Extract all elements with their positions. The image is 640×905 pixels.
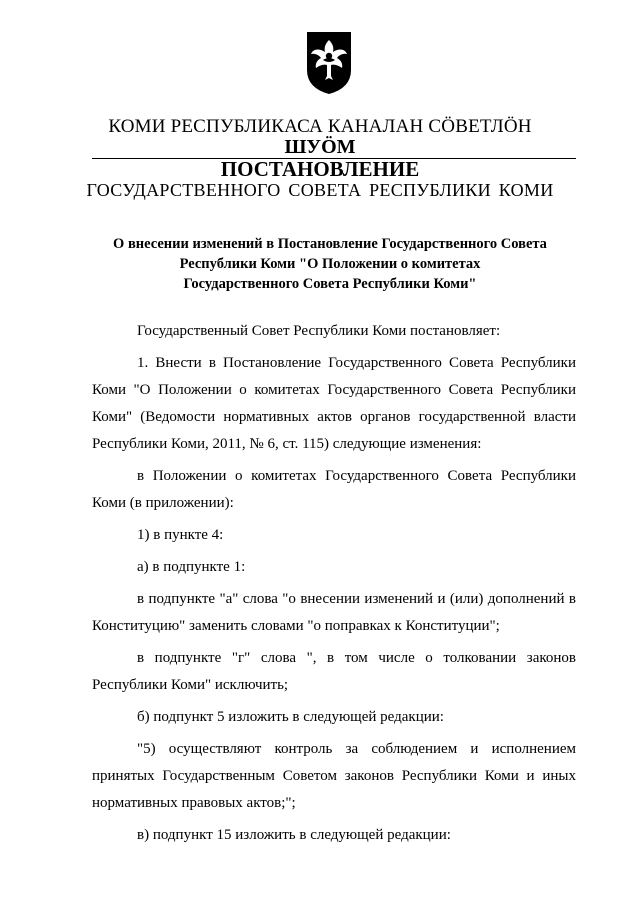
paragraph-point-4 [92, 522, 576, 549]
text-line: Республики Коми, 2011, № 6, ст. 115) следующие изменения: [92, 436, 482, 452]
header-state-council: ГОСУДАРСТВЕННОГО СОВЕТА РЕСПУБЛИКИ КОМИ [86, 180, 554, 200]
paragraph-subpoint-5-text [92, 736, 576, 817]
paragraph-preamble [92, 318, 576, 345]
paragraph-in-regulation [92, 463, 576, 517]
text-line: б) подпункт 5 изложить в следующей редакции: [137, 709, 444, 725]
paragraph-item-1 [92, 350, 576, 458]
text-line: в подпункте "а" слова "о внесении изменений и (или) дополнений в [137, 591, 576, 607]
subject-line: Республики Коми "О Положении о комитетах [179, 256, 481, 272]
text-line: нормативных правовых актов;"; [92, 795, 296, 811]
header-shuom: ШУÖМ [284, 136, 356, 158]
text-line: "5) осуществляют контроль за соблюдением и исполнением [137, 741, 576, 757]
header-republic-komi-language: КОМИ РЕСПУБЛИКАСА КАНАЛАН СÖВЕТЛÖН [108, 116, 532, 137]
paragraph-item-v [92, 822, 576, 849]
text-line: Конституцию" заменить словами "о поправках к Конституции"; [92, 618, 500, 634]
text-line: в) подпункт 15 изложить в следующей редакции: [137, 827, 451, 843]
text-line: Государственный Совет Республики Коми постановляет: [137, 323, 501, 339]
coat-of-arms-emblem [303, 30, 355, 96]
paragraph-item-b [92, 704, 576, 731]
header-postanovlenie: ПОСТАНОВЛЕНИЕ [220, 157, 420, 181]
text-line: Коми (в приложении): [92, 495, 234, 511]
text-line: в Положении о комитетах Государственного Совета Республики [137, 468, 576, 484]
subject-line: О внесении изменений в Постановление Государственного Совета [113, 236, 547, 252]
subject-line: Государственного Совета Республики Коми" [183, 276, 477, 292]
document-body [92, 318, 576, 849]
text-line: в подпункте "г" слова ", в том числе о толковании законов [137, 650, 576, 666]
text-line: 1. Внести в Постановление Государственного Совета Республики [137, 355, 576, 371]
text-line: Республики Коми" исключить; [92, 677, 289, 693]
text-line: принятых Государственным Советом законов Республики Коми и иных [92, 768, 576, 784]
text-line: а) в подпункте 1: [137, 559, 246, 575]
document-subject [90, 234, 570, 294]
paragraph-subpoint-a [92, 586, 576, 640]
paragraph-subpoint-g [92, 645, 576, 699]
text-line: 1) в пункте 4: [137, 527, 224, 543]
text-line: Коми "О Положении о комитетах Государственного Совета Республики [92, 382, 576, 398]
text-line: Коми" (Ведомости нормативных актов органов государственной власти [92, 409, 576, 425]
paragraph-subpoint-1 [92, 554, 576, 581]
